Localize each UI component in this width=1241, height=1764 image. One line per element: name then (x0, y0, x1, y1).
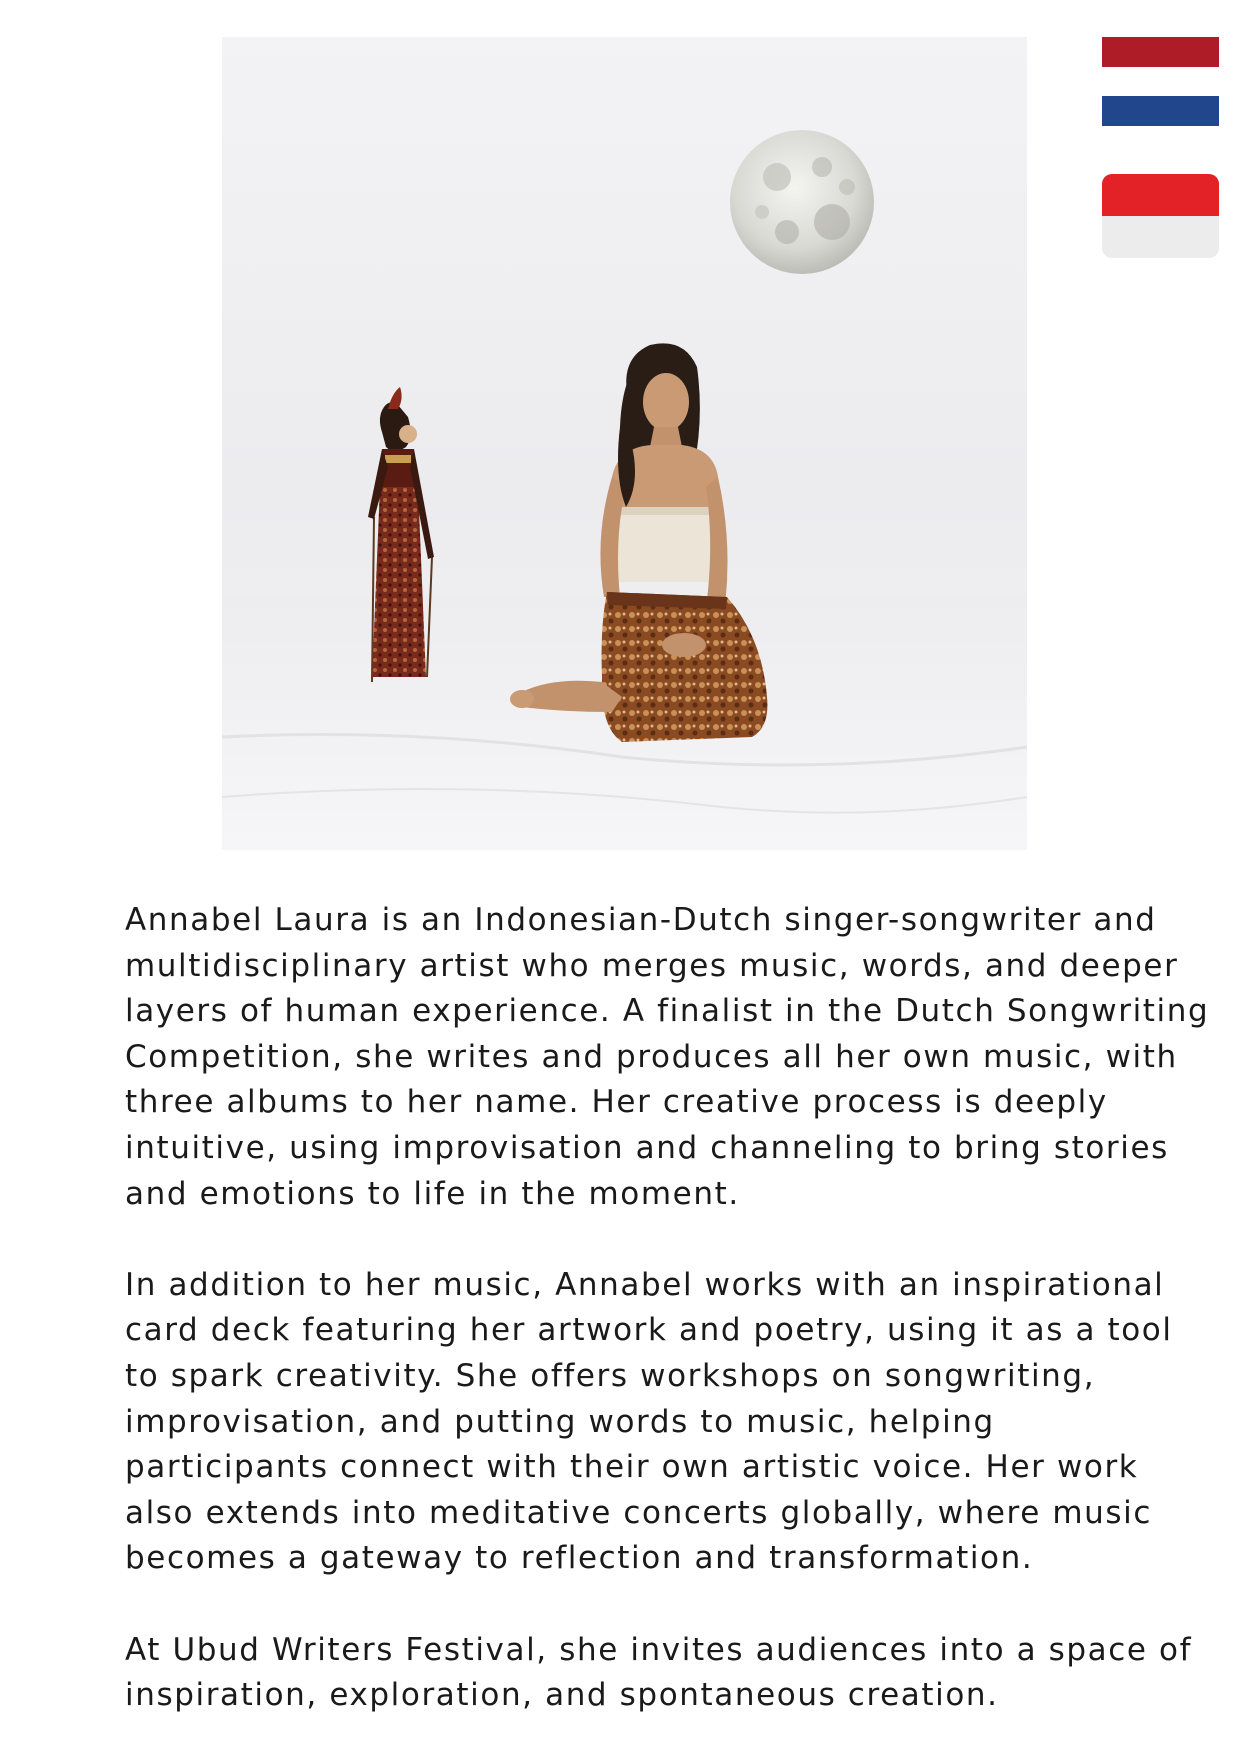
text-line: In addition to her music, Annabel works with an inspirational (125, 1266, 1165, 1303)
text-line: improvisation, and putting words to music, helping (125, 1403, 995, 1440)
bio-paragraph-3 (125, 1628, 1193, 1719)
photo-scene (222, 37, 1027, 850)
text-line: becomes a gateway to reflection and transformation. (125, 1540, 1034, 1577)
text-line: card deck featuring her artwork and poetry, using it as a tool (125, 1312, 1173, 1349)
text-line: intuitive, using improvisation and channeling to bring stories (125, 1129, 1169, 1166)
text-line: participants connect with their own artistic voice. Her work (125, 1449, 1139, 1486)
bio-text (125, 898, 1210, 1764)
text-line: to spark creativity. She offers workshops on songwriting, (125, 1357, 1096, 1394)
text-line: also extends into meditative concerts globally, where music (125, 1494, 1153, 1531)
text-line: multidisciplinary artist who merges music, words, and deeper (125, 947, 1179, 984)
text-line: layers of human experience. A finalist in the Dutch Songwriting (125, 993, 1210, 1030)
text-line: Competition, she writes and produces all her own music, with (125, 1038, 1178, 1075)
bio-paragraph-1 (125, 898, 1210, 1217)
text-line: three albums to her name. Her creative process is deeply (125, 1084, 1108, 1121)
flag-netherlands-icon[interactable] (1102, 37, 1219, 126)
text-line: Annabel Laura is an Indonesian-Dutch singer-songwriter and (125, 902, 1157, 938)
wayang-puppet (368, 387, 434, 682)
portrait-photo (222, 37, 1027, 850)
moon (730, 130, 874, 274)
text-line: At Ubud Writers Festival, she invites audiences into a space of (125, 1631, 1193, 1668)
text-line: inspiration, exploration, and spontaneous creation. (125, 1677, 999, 1714)
bio-paragraph-2 (125, 1263, 1185, 1582)
text-line: and emotions to life in the moment. (125, 1175, 740, 1212)
flag-indonesia-icon[interactable] (1102, 174, 1219, 258)
